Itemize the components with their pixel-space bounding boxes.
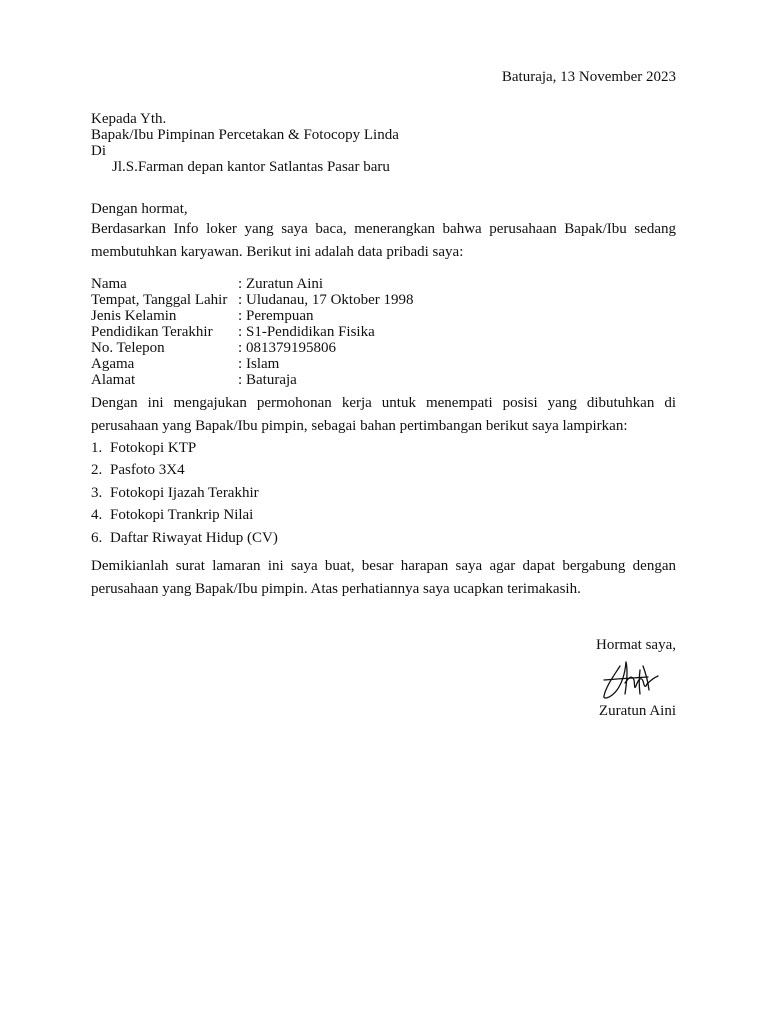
list-text: Pasfoto 3X4 <box>110 462 185 478</box>
data-label: Pendidikan Terakhir <box>91 324 213 340</box>
data-label: No. Telepon <box>91 340 165 356</box>
list-text: Daftar Riwayat Hidup (CV) <box>110 530 278 546</box>
data-value: Islam <box>246 356 280 372</box>
data-separator: : <box>238 324 243 340</box>
list-number: 2. <box>91 462 103 478</box>
recipient-line-1: Kepada Yth. <box>91 111 167 127</box>
data-value: Zuratun Aini <box>246 276 324 292</box>
application-paragraph-line-1: Dengan ini mengajukan permohonan kerja untuk menempati posisi yang dibutuhkan di <box>91 395 676 411</box>
data-separator: : <box>238 276 243 292</box>
list-number: 1. <box>91 440 103 456</box>
list-number: 4. <box>91 507 103 523</box>
data-separator: : <box>238 340 243 356</box>
opening-paragraph-line-1: Berdasarkan Info loker yang saya baca, menerangkan bahwa perusahaan Bapak/Ibu sedang <box>91 221 676 237</box>
closing-paragraph-line-2: perusahaan yang Bapak/Ibu pimpin. Atas perhatiannya saya ucapkan terimakasih. <box>91 581 581 597</box>
data-label: Agama <box>91 356 135 372</box>
closing-paragraph-line-1: Demikianlah surat lamaran ini saya buat, besar harapan saya agar dapat bergabung dengan <box>91 558 676 574</box>
data-value: Uludanau, 17 Oktober 1998 <box>246 292 414 308</box>
data-separator: : <box>238 292 243 308</box>
signature-image <box>598 656 660 702</box>
salutation: Hormat saya, <box>596 637 676 653</box>
signatory-name: Zuratun Aini <box>598 703 676 719</box>
recipient-line-4: Jl.S.Farman depan kantor Satlantas Pasar baru <box>112 159 390 175</box>
data-value: 081379195806 <box>246 340 336 356</box>
opening-paragraph-line-2: membutuhkan karyawan. Berikut ini adalah data pribadi saya: <box>91 244 464 260</box>
data-separator: : <box>238 308 243 324</box>
data-label: Alamat <box>91 372 136 388</box>
list-number: 6. <box>91 530 103 546</box>
list-number: 3. <box>91 485 103 501</box>
data-label: Nama <box>91 276 127 292</box>
data-separator: : <box>238 372 243 388</box>
place-date: Baturaja, 13 November 2023 <box>501 69 676 85</box>
greeting: Dengan hormat, <box>91 201 188 217</box>
recipient-line-3: Di <box>91 143 106 159</box>
data-separator: : <box>238 356 243 372</box>
application-paragraph-line-2: perusahaan yang Bapak/Ibu pimpin, sebagai bahan pertimbangan berikut saya lampirkan: <box>91 418 628 434</box>
recipient-line-2: Bapak/Ibu Pimpinan Percetakan & Fotocopy Linda <box>91 127 399 143</box>
data-value: Perempuan <box>246 308 314 324</box>
list-text: Fotokopi Trankrip Nilai <box>110 507 254 523</box>
data-value: Baturaja <box>246 372 297 388</box>
list-text: Fotokopi KTP <box>110 440 197 456</box>
data-label: Jenis Kelamin <box>91 308 177 324</box>
data-label: Tempat, Tanggal Lahir <box>91 292 228 308</box>
data-value: S1-Pendidikan Fisika <box>246 324 375 340</box>
list-text: Fotokopi Ijazah Terakhir <box>110 485 259 501</box>
